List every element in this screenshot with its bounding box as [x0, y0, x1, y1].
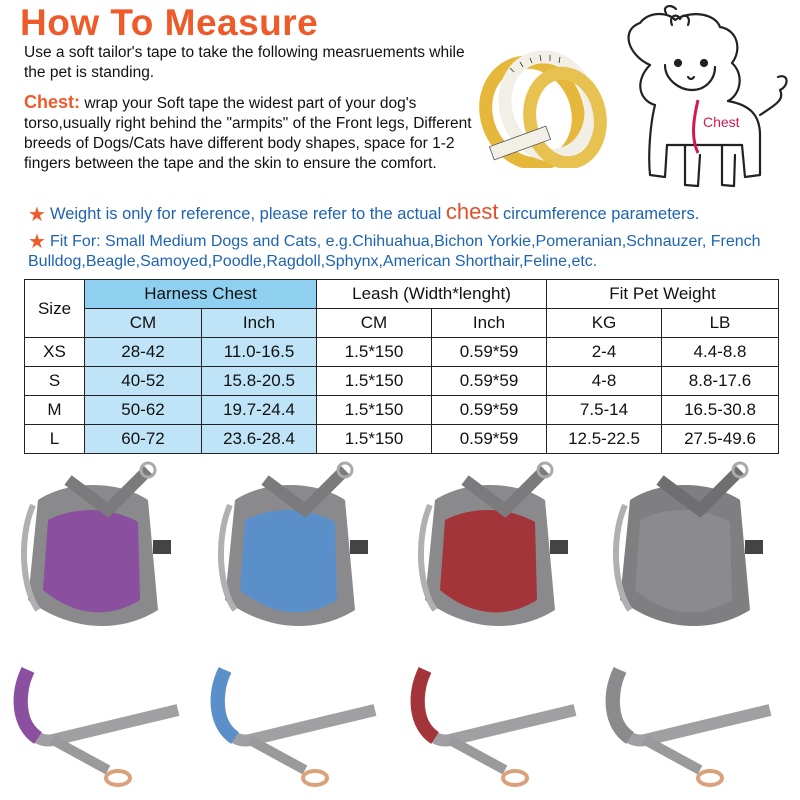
harness-image-grey — [600, 460, 790, 660]
subheader-lb: LB — [662, 309, 779, 338]
table-header-row — [25, 280, 779, 309]
leash-cm-cell: 1.5*150 — [317, 338, 432, 367]
weight-lb-cell: 27.5-49.6 — [662, 425, 779, 454]
weight-note-before: Weight is only for reference, please refer to the actual — [49, 205, 442, 223]
weight-note-highlight: chest — [445, 199, 499, 224]
dog-chest-label: Chest — [703, 114, 740, 130]
weight-kg-cell: 7.5-14 — [547, 396, 662, 425]
chest-instructions — [24, 92, 479, 174]
harness-inch-cell: 15.8-20.5 — [202, 367, 317, 396]
leash-image-purple — [8, 650, 198, 795]
table-row — [25, 367, 779, 396]
leash-image-red — [405, 650, 595, 795]
fit-for-text: Fit For: Small Medium Dogs and Cats, e.g.Chihuahua,Bichon Yorkie,Pomeranian,Schnauzer, French Bulldog,Beagle,Samoyed,Poodle,Ragdoll,Sphynx,American Shorthair,Feline,etc. — [28, 233, 761, 270]
weight-lb-cell: 8.8-17.6 — [662, 367, 779, 396]
harness-panel — [43, 510, 140, 612]
weight-kg-cell: 12.5-22.5 — [547, 425, 662, 454]
leash-image-blue — [205, 650, 395, 795]
weight-kg-cell: 2-4 — [547, 338, 662, 367]
leash-inch-cell: 0.59*59 — [432, 396, 547, 425]
leash-header: Leash (Width*lenght) — [317, 280, 547, 309]
harness-cm-cell: 60-72 — [85, 425, 202, 454]
leash-cm-cell: 1.5*150 — [317, 367, 432, 396]
table-row — [25, 338, 779, 367]
leash-inch-cell: 0.59*59 — [432, 367, 547, 396]
fit-weight-header: Fit Pet Weight — [547, 280, 779, 309]
leash-cm-cell: 1.5*150 — [317, 396, 432, 425]
weight-note — [28, 199, 699, 227]
table-row — [25, 425, 779, 454]
leash-cm-cell: 1.5*150 — [317, 425, 432, 454]
weight-note-after: circumference parameters. — [503, 205, 700, 223]
fit-for-note — [28, 232, 798, 272]
harness-cm-cell: 50-62 — [85, 396, 202, 425]
table-subheader-row — [25, 309, 779, 338]
size-cell: L — [25, 425, 85, 454]
size-cell: XS — [25, 338, 85, 367]
size-chart-table — [24, 279, 779, 454]
star-icon: ★ — [28, 231, 46, 253]
star-icon: ★ — [28, 204, 46, 226]
measuring-tape-image — [470, 28, 610, 168]
harness-image-red — [405, 460, 595, 660]
page-title: How To Measure — [20, 2, 319, 43]
leash-image-grey — [600, 650, 790, 795]
harness-cm-cell: 40-52 — [85, 367, 202, 396]
table-row — [25, 396, 779, 425]
weight-lb-cell: 4.4-8.8 — [662, 338, 779, 367]
leash-inch-cell: 0.59*59 — [432, 425, 547, 454]
harness-inch-cell: 23.6-28.4 — [202, 425, 317, 454]
harness-cm-cell: 28-42 — [85, 338, 202, 367]
weight-lb-cell: 16.5-30.8 — [662, 396, 779, 425]
dog-outline-image — [610, 5, 795, 195]
harness-inch-cell: 19.7-24.4 — [202, 396, 317, 425]
harness-image-purple — [8, 460, 198, 660]
chest-label: Chest: — [24, 92, 81, 112]
subheader-inch: Inch — [432, 309, 547, 338]
subheader-kg: KG — [547, 309, 662, 338]
harness-inch-cell: 11.0-16.5 — [202, 338, 317, 367]
subheader-inch: Inch — [202, 309, 317, 338]
weight-kg-cell: 4-8 — [547, 367, 662, 396]
size-header: Size — [25, 280, 85, 338]
chest-text: wrap your Soft tape the widest part of your dog's torso,usually right behind the "armpits" of the Front legs, Different breeds of Dogs/Cats have different body shapes, space for 1-2 fingers between the tape and the skin to ensure the comfort. — [24, 95, 472, 172]
subheader-cm: CM — [317, 309, 432, 338]
intro-text: Use a soft tailor's tape to take the following measruements while the pet is standing. — [24, 44, 465, 81]
size-cell: M — [25, 396, 85, 425]
harness-chest-header: Harness Chest — [85, 280, 317, 309]
leash-inch-cell: 0.59*59 — [432, 338, 547, 367]
size-cell: S — [25, 367, 85, 396]
harness-image-blue — [205, 460, 395, 660]
subheader-cm: CM — [85, 309, 202, 338]
